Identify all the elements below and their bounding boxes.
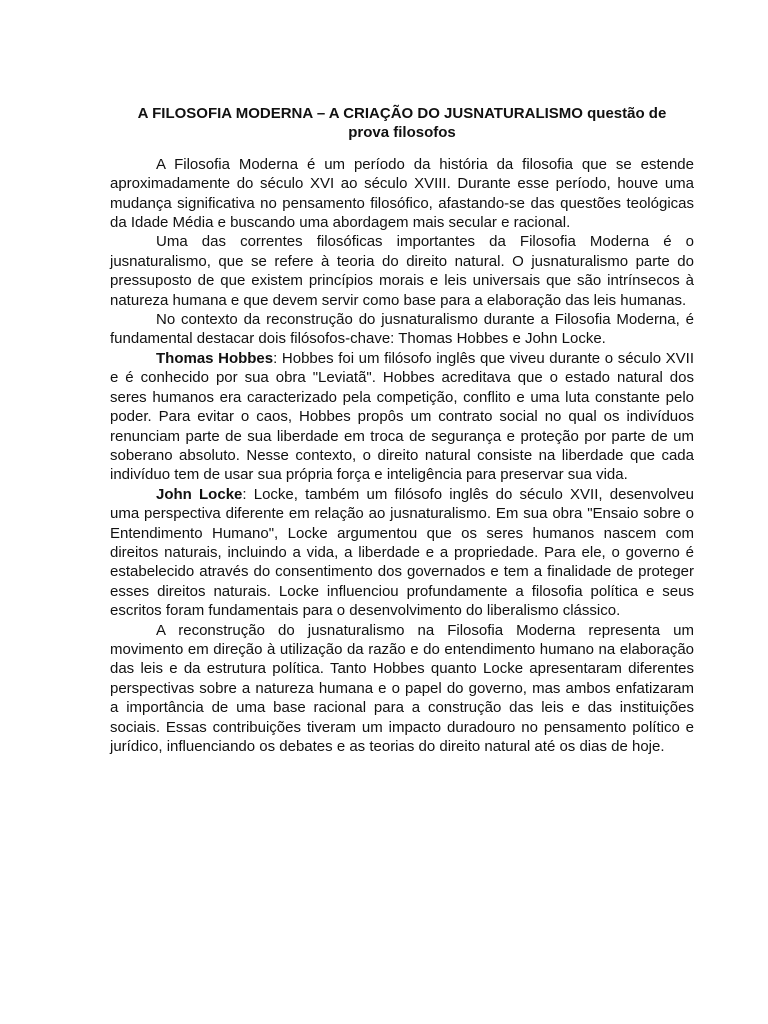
paragraph-text: : Locke, também um filósofo inglês do século XVII, desenvolveu uma perspectiva diferente em relação ao jusnaturalismo. Em sua obra "Ensaio sobre o Entendimento Humano", Locke argumentou que os seres humanos nascem com direitos naturais, incluindo a vida, a liberdade e a propriedade. Para ele, o governo é estabelecido através do consentimento dos governados e tem a finalidade de proteger esses direitos naturais. Locke influenciou profundamente a filosofia política e seus escritos foram fundamentais para o desenvolvimento do liberalismo clássico. [110,485,694,620]
paragraph-locke [110,485,694,621]
paragraph-conclusion [110,621,694,757]
paragraph-hobbes [110,349,694,485]
paragraph-text: : Hobbes foi um filósofo inglês que viveu durante o século XVII e é conhecido por sua obra "Leviatã". Hobbes acreditava que o estado natural dos seres humanos era caracterizado pela competição, conflito e uma luta constante pelo poder. Para evitar o caos, Hobbes propôs um contrato social no qual os indivíduos renunciam parte de sua liberdade em troca de segurança e proteção por parte de um soberano absoluto. Nesse contexto, o direito natural consiste na liberdade que cada indivíduo tem de usar sua própria força e inteligência para preservar sua vida. [110,349,694,484]
paragraph-text: No contexto da reconstrução do jusnaturalismo durante a Filosofia Moderna, é fundamental destacar dois filósofos-chave: Thomas Hobbes e John Locke. [110,311,694,348]
paragraph-text: A Filosofia Moderna é um período da história da filosofia que se estende aproximadamente do século XVI ao século XVIII. Durante esse período, houve uma mudança significativa no pensamento filosófico, afastando-se das questões teológicas da Idade Média e buscando uma abordagem mais secular e racional. [110,155,694,232]
paragraph-text: Uma das correntes filosóficas importantes da Filosofia Moderna é o jusnaturalismo, que se refere à teoria do direito natural. O jusnaturalismo parte do pressuposto de que existem princípios morais e leis universais que são intrínsecos à natureza humana e que devem servir como base para a elaboração das leis humanas. [110,233,694,309]
paragraph-lead-locke: John Locke [156,485,243,503]
paragraph-context [110,310,694,349]
document-title: A FILOSOFIA MODERNA – A CRIAÇÃO DO JUSNATURALISMO questão de prova filosofos [137,105,667,142]
paragraph-intro [110,155,694,233]
document-page [110,104,694,756]
paragraph-lead-hobbes: Thomas Hobbes [156,349,274,367]
paragraph-text: A reconstrução do jusnaturalismo na Filosofia Moderna representa um movimento em direção à utilização da razão e do entendimento humano na elaboração das leis e da estrutura política. Tanto Hobbes quanto Locke apresentaram diferentes perspectivas sobre a natureza humana e o papel do governo, mas ambos enfatizaram a importância de uma base racional para a construção das leis e das instituições sociais. Essas contribuições tiveram um impacto duradouro no pensamento político e jurídico, influenciando os debates e as teorias do direito natural até os dias de hoje. [110,621,694,755]
paragraph-jusnaturalismo [110,232,694,310]
